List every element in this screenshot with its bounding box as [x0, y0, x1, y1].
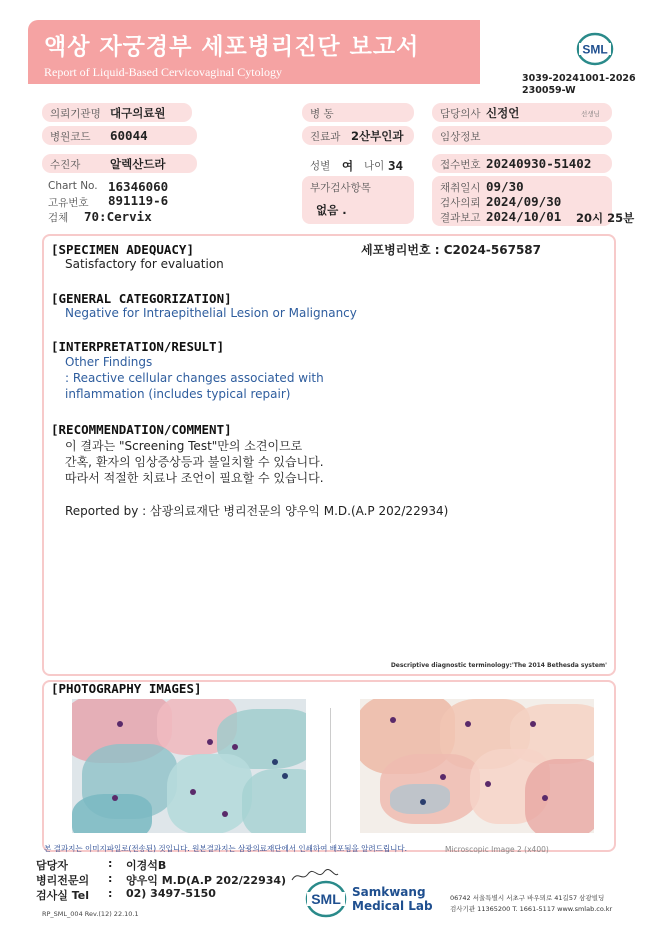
general-heading: [GENERAL CATEGORIZATION]	[51, 291, 232, 306]
caption-image-2: Microscopic Image 2 (x400)	[445, 845, 549, 854]
extra-test-value: 없음 .	[316, 203, 347, 217]
clinical-info-label: 임상정보	[440, 131, 481, 143]
report-date-label: 결과보고	[440, 212, 481, 224]
age-value: 34	[388, 158, 404, 173]
sex-value: 여	[342, 159, 354, 173]
pathologist-value: 양우익 M.D(A.P 202/22934)	[126, 874, 287, 887]
logo-text: SML	[582, 42, 608, 57]
doctor-label: 담당의사	[440, 108, 481, 120]
photo-divider	[330, 708, 331, 843]
sex-label: 성별	[310, 160, 331, 172]
age-label: 나이	[364, 160, 385, 172]
comment-line3: 따라서 적절한 치료나 조언이 필요할 수 있습니다.	[65, 471, 324, 485]
interpretation-line1: Other Findings	[65, 355, 153, 369]
doctor-suffix: 선생님	[581, 110, 600, 118]
general-text: Negative for Intraepithelial Lesion or Malignancy	[65, 306, 357, 320]
receipt-label: 접수번호	[440, 159, 481, 171]
unique-no-label: 고유번호	[48, 197, 89, 209]
dept-label: 진료과	[310, 131, 341, 143]
receipt-value: 20240930-51402	[486, 156, 592, 171]
cytology-number: 세포병리번호 : C2024-567587	[361, 243, 541, 257]
sml-footer-logo-icon	[304, 879, 348, 919]
comment-line2: 간혹, 환자의 임상증상등과 불일치할 수 있습니다.	[65, 455, 324, 469]
adequacy-heading: [SPECIMEN ADEQUACY]	[51, 242, 194, 257]
patient-label: 수진자	[50, 159, 81, 171]
transmission-notice: 본 결과지는 이미지파일로(전송된) 것입니다. 원본결과지는 삼광의료재단에서 인쇄하여 배포됨을 알려드립니다.	[44, 844, 407, 853]
pathologist-colon: :	[108, 872, 113, 885]
interpretation-line3: inflammation (includes typical repair)	[65, 387, 291, 401]
micro-image-2	[360, 699, 594, 833]
specimen-value: 70:Cervix	[84, 209, 152, 224]
terminology-note: Descriptive diagnostic terminology:'The 2014 Bethesda system'	[390, 662, 607, 669]
adequacy-text: Satisfactory for evaluation	[65, 257, 224, 271]
report-title: 액상 자궁경부 세포병리진단 보고서	[44, 34, 420, 60]
request-date-label: 검사의뢰	[440, 197, 481, 209]
hospital-code-label: 병원코드	[50, 131, 91, 143]
address-line1: 06742 서울특별시 서초구 바우뫼로 41길57 삼광빌딩	[450, 894, 605, 902]
form-code: RP_SML_004 Rev.(12) 22.10.1	[42, 910, 139, 918]
footer-logo-text: SML	[311, 891, 341, 907]
company-line2: Medical Lab	[352, 899, 433, 913]
ward-label: 병 동	[310, 108, 334, 120]
interpretation-heading: [INTERPRETATION/RESULT]	[51, 339, 225, 354]
report-id	[522, 73, 636, 97]
request-date-value: 2024/09/30	[486, 194, 562, 209]
reported-by: Reported by : 삼광의료재단 병리전문의 양우익 M.D.(A.P 202/22934)	[65, 504, 449, 518]
report-subtitle: Report of Liquid-Based Cervicovaginal Cytology	[44, 65, 282, 79]
recommendation-heading: [RECOMMENDATION/COMMENT]	[51, 422, 232, 437]
lab-tel-value: 02) 3497-5150	[126, 887, 216, 900]
manager-colon: :	[108, 857, 113, 870]
micro-image-1	[72, 699, 306, 833]
address-line2: 검사기관 11365200 T. 1661-5117 www.smlab.co.kr	[450, 905, 613, 913]
collect-date-label: 채취일시	[440, 182, 481, 194]
specimen-label: 검체	[48, 212, 69, 224]
hospital-label: 의뢰기관명	[50, 108, 101, 120]
extra-test-label: 부가검사항목	[310, 182, 371, 194]
manager-label: 담당자	[36, 859, 68, 872]
lab-tel-label: 검사실 Tel	[36, 889, 89, 902]
report-id-line2: 230059-W	[522, 85, 576, 96]
company-name	[352, 885, 433, 913]
manager-value: 이경석B	[126, 859, 167, 872]
hospital-value: 대구의료원	[110, 106, 166, 120]
hospital-code-value: 60044	[110, 128, 148, 143]
lab-tel-colon: :	[108, 887, 113, 900]
patient-value: 알렉산드라	[110, 157, 166, 171]
chart-no-label: Chart No.	[48, 180, 98, 192]
doctor-value: 신정언	[486, 106, 520, 120]
dept-value: 2산부인과	[351, 129, 404, 143]
comment-line1: 이 결과는 "Screening Test"만의 소견이므로	[65, 439, 303, 453]
sml-logo-icon	[576, 32, 614, 66]
interpretation-line2: : Reactive cellular changes associated with	[65, 371, 324, 385]
report-date-value: 2024/10/01	[486, 209, 562, 224]
unique-no-value: 891119-6	[108, 193, 169, 208]
company-line1: Samkwang	[352, 885, 426, 899]
pathologist-label: 병리전문의	[36, 874, 90, 887]
collect-date-value: 09/30	[486, 179, 524, 194]
report-id-line1: 3039-20241001-2026	[522, 73, 636, 84]
company-address	[450, 893, 612, 915]
chart-no-value: 16346060	[108, 179, 169, 194]
report-time-value: 20시 25분	[576, 211, 635, 225]
photo-heading: [PHOTOGRAPHY IMAGES]	[51, 681, 202, 696]
